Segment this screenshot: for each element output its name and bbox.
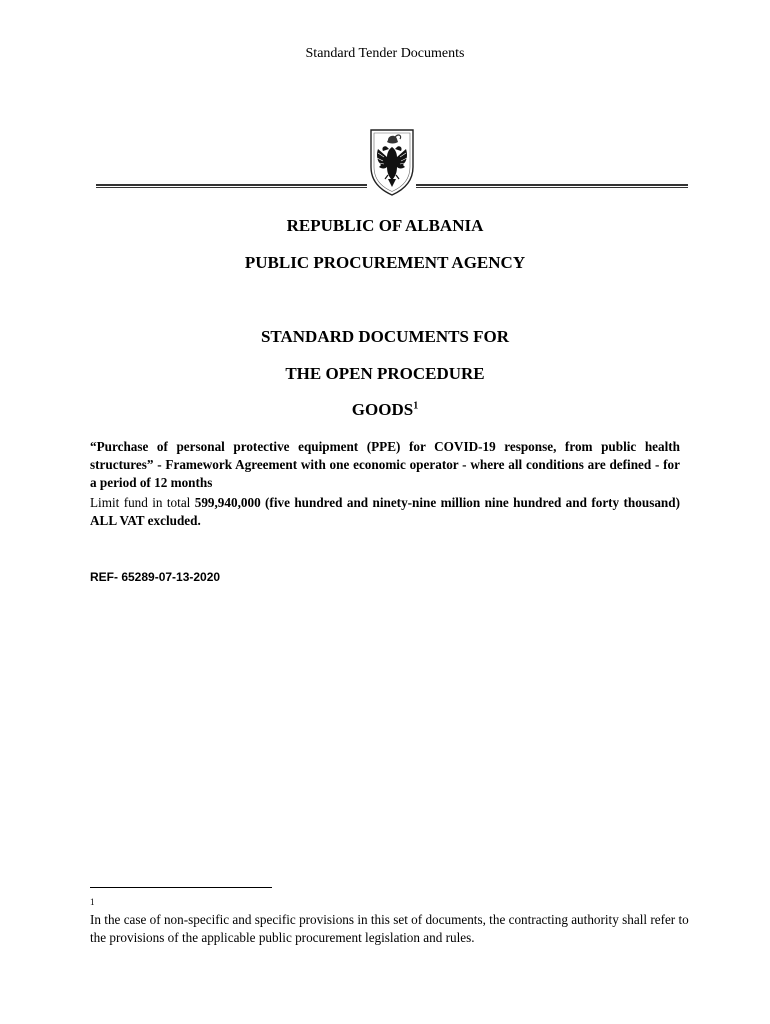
footnote-text: In the case of non-specific and specific provisions in this set of documents, the contracting authority shall refer to the provisions of the applicable public procurement legislation and rules. xyxy=(90,912,689,945)
header-rule-left xyxy=(96,184,367,188)
footnote-mark: 1 xyxy=(90,897,95,907)
title-goods xyxy=(0,400,770,420)
title-standard-documents: STANDARD DOCUMENTS FOR xyxy=(260,327,510,346)
footnote-reference: 1 xyxy=(413,400,419,412)
title-goods-text: GOODS xyxy=(351,400,414,419)
limit-fund-amount: 599,940,000 (five hundred and ninety-nine million nine hundred and forty thousand) ALL VAT excluded. xyxy=(90,495,680,528)
title-agency: PUBLIC PROCUREMENT AGENCY xyxy=(244,253,526,272)
limit-fund-prefix: Limit fund in total xyxy=(90,495,195,510)
procurement-description xyxy=(90,438,680,492)
reference-code: REF- 65289-07-13-2020 xyxy=(90,570,221,584)
coat-of-arms-icon xyxy=(368,127,416,197)
running-header: Standard Tender Documents xyxy=(305,46,465,61)
procurement-subject: “Purchase of personal protective equipment (PPE) for COVID-19 response, from public health structures” - Framework Agreement with one economic operator - where all conditions are defined - for a period of 12 months xyxy=(90,439,680,490)
limit-fund-paragraph xyxy=(90,494,680,530)
header-rule-right xyxy=(416,184,688,188)
title-open-procedure: THE OPEN PROCEDURE xyxy=(285,364,485,383)
footnote-separator xyxy=(90,887,272,888)
title-republic: REPUBLIC OF ALBANIA xyxy=(286,216,484,235)
